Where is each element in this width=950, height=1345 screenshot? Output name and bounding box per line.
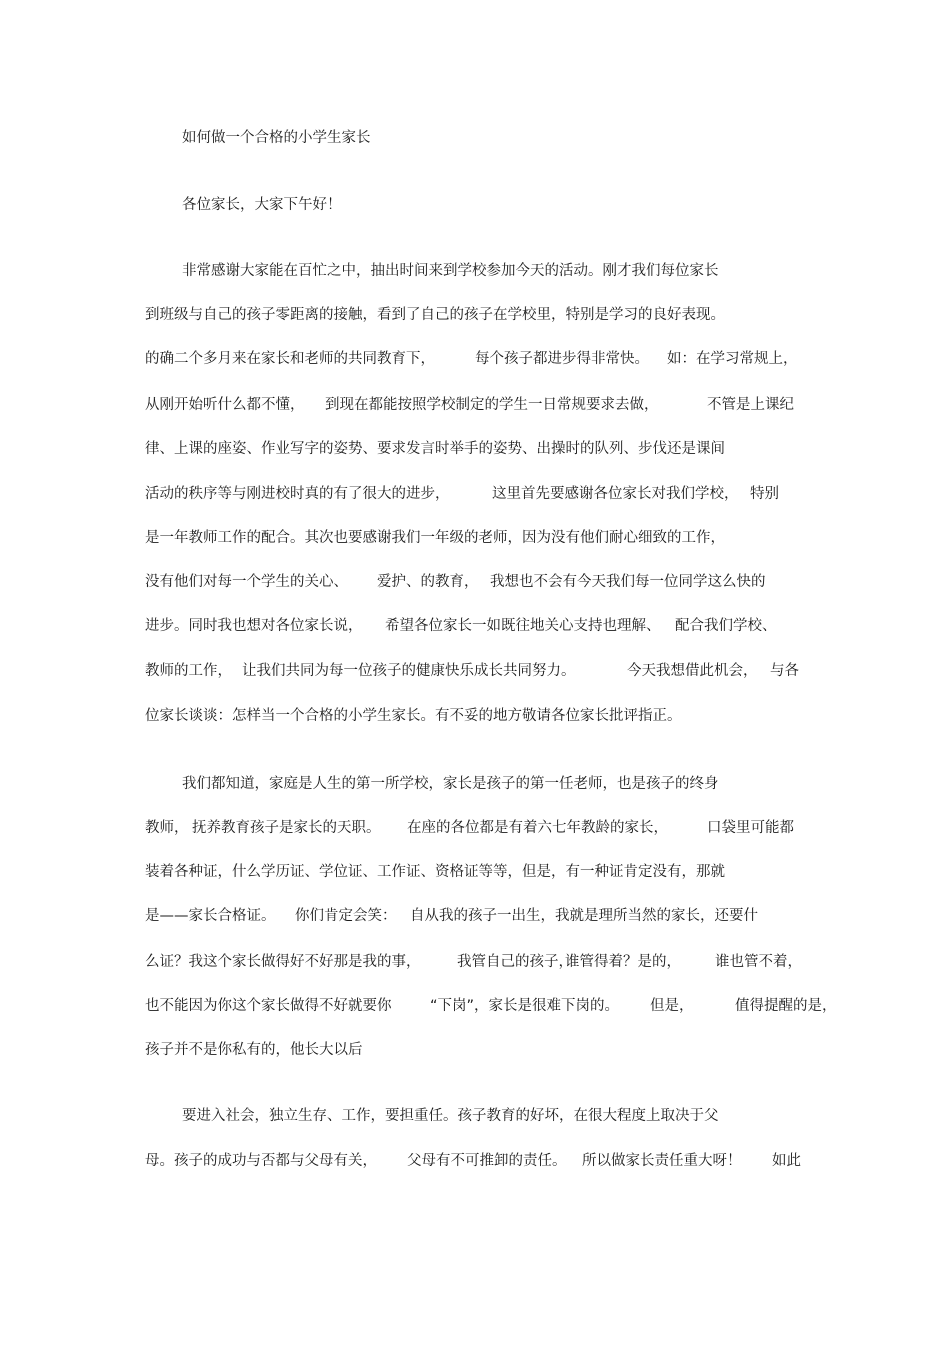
greeting: 各位家长，大家下午好！: [182, 197, 342, 213]
text-segment: 位家长谈谈：怎样当一个合格的小学生家长。有不妥的地方敬请各位家长批评指正。: [145, 708, 682, 724]
text-segment: 自从我的孩子一出生，我就是理所当然的家长，还要什: [410, 908, 758, 924]
p1-line: [145, 526, 810, 550]
text-segment: 从刚开始听什么都不懂，: [145, 397, 305, 413]
text-segment: 我管自己的孩子，: [457, 954, 573, 970]
text-segment: 这里首先要感谢各位家长对我们学校，: [492, 486, 739, 502]
p1-line: [145, 482, 810, 506]
text-segment: 你们肯定会笑：: [295, 908, 397, 924]
text-segment: 父母有不可推卸的责任。: [407, 1153, 567, 1169]
text-segment: 值得提醒的是，: [735, 998, 837, 1014]
p1-line: [145, 437, 810, 461]
text-segment: 装着各种证，什么学历证、学位证、工作证、资格证等等，但是，有一种证肯定没有，那就: [145, 864, 725, 880]
text-segment: 非常感谢大家能在百忙之中，抽出时间来到学校参加今天的活动。刚才我们每位家长: [182, 263, 719, 279]
text-segment: 如：在学习常规上，: [667, 351, 798, 367]
text-segment: 所以做家长责任重大呀！: [582, 1153, 742, 1169]
p1-line: [145, 347, 810, 371]
text-segment: 我想也不会有今天我们每一位同学这么快的: [490, 574, 766, 590]
text-segment: 教师的工作，: [145, 663, 232, 679]
p1-line: [145, 659, 810, 683]
text-segment: 在座的各位都是有着六七年教龄的家长，: [407, 820, 668, 836]
text-segment: 是——家长合格证。: [145, 908, 276, 924]
text-segment: 我们都知道，家庭是人生的第一所学校，家长是孩子的第一任老师，也是孩子的终身: [182, 776, 719, 792]
p2-line: [145, 994, 837, 1018]
p1-line: [145, 614, 810, 638]
text-segment: “下岗”，家长是很难下岗的。: [430, 998, 620, 1014]
text-segment: 要进入社会，独立生存、工作，要担重任。孩子教育的好坏，在很大程度上取决于父: [182, 1108, 719, 1124]
text-segment: 进步。同时我也想对各位家长说，: [145, 618, 363, 634]
p1-line: [145, 570, 810, 594]
text-segment: 到班级与自己的孩子零距离的接触，看到了自己的孩子在学校里，特别是学习的良好表现。: [145, 307, 725, 323]
text-segment: 配合我们学校、: [675, 618, 777, 634]
text-segment: 每个孩子都进步得非常快。: [475, 351, 649, 367]
text-segment: 希望各位家长一如既往地关心支持也理解、: [385, 618, 661, 634]
text-segment: 谁管得着？是的，: [565, 954, 681, 970]
text-segment: 么证？我这个家长做得好不好那是我的事，: [145, 954, 421, 970]
p2-line: [145, 860, 810, 884]
text-segment: 不管是上课纪: [707, 397, 794, 413]
text-segment: 没有他们对每一个学生的关心、: [145, 574, 348, 590]
p1-line: [145, 704, 810, 728]
text-segment: 母。孩子的成功与否都与父母有关，: [145, 1153, 377, 1169]
text-segment: 孩子并不是你私有的，他长大以后: [145, 1042, 363, 1058]
text-segment: 但是，: [650, 998, 694, 1014]
p1-line: [145, 303, 810, 327]
p2-line: [145, 1038, 810, 1062]
text-segment: 口袋里可能都: [707, 820, 794, 836]
text-segment: 也不能因为你这个家长做得不好就要你: [145, 998, 392, 1014]
p2-line: [145, 772, 810, 796]
p3-line: [145, 1104, 810, 1128]
text-segment: 是一年教师工作的配合。其次也要感谢我们一年级的老师，因为没有他们耐心细致的工作，: [145, 530, 725, 546]
document-title: 如何做一个合格的小学生家长: [182, 130, 371, 146]
text-segment: 的确二个多月来在家长和老师的共同教育下，: [145, 351, 435, 367]
text-segment: 律、上课的座姿、作业写字的姿势、要求发言时举手的姿势、出操时的队列、步伐还是课间: [145, 441, 725, 457]
text-segment: 与各: [770, 663, 799, 679]
text-segment: 教师，: [145, 820, 189, 836]
text-segment: 如此: [772, 1153, 801, 1169]
text-segment: 今天我想借此机会，: [627, 663, 758, 679]
p2-line: [145, 904, 810, 928]
p1-line: [145, 259, 810, 283]
p2-line: [145, 816, 810, 840]
text-segment: 爱护、的教育，: [377, 574, 479, 590]
text-segment: 谁也管不着，: [715, 954, 802, 970]
p3-line: [145, 1149, 810, 1173]
p1-line: [145, 393, 810, 417]
text-segment: 让我们共同为每一位孩子的健康快乐成长共同努力。: [242, 663, 576, 679]
text-segment: 抚养教育孩子是家长的天职。: [192, 820, 381, 836]
text-segment: 活动的秩序等与刚进校时真的有了很大的进步，: [145, 486, 450, 502]
text-segment: 特别: [750, 486, 779, 502]
p2-line: [145, 950, 810, 974]
text-segment: 到现在都能按照学校制定的学生一日常规要求去做，: [325, 397, 659, 413]
